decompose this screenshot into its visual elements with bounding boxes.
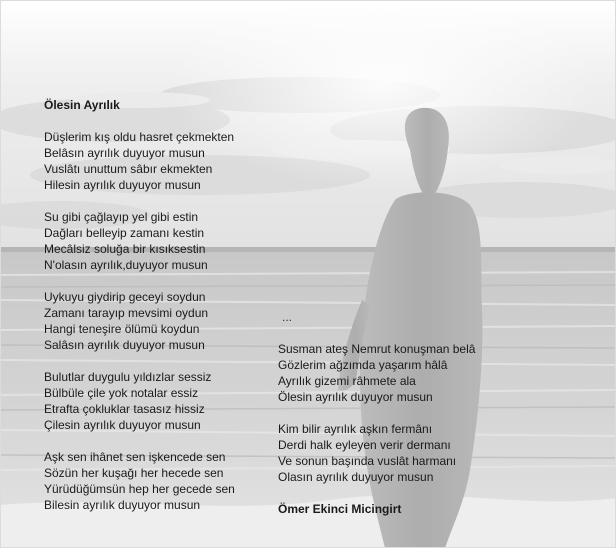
poem-line: Yürüdüğümsün hep her gecede sen [44,482,235,496]
poem-line: Hangi teneşire ölümü koydun [44,322,200,336]
poem-line: Bülbüle çile yok notalar essiz [44,386,199,400]
poem-line: Derdi halk eyleyen verir dermanı [278,438,451,452]
poem-line: Kim bilir ayrılık aşkın fermânı [278,422,433,436]
poem-line: Mecâlsiz soluğa bir kısıksestin [44,242,206,256]
stanza-gap [278,325,578,341]
poem-line: Hilesin ayrılık duyuyor musun [44,178,201,192]
stanza-gap [278,485,578,501]
poem-line: Su gibi çağlayıp yel gibi estin [44,210,199,224]
poem-line: Sözün her kuşağı her hecede sen [44,466,224,480]
poem-line: Etrafta çokluklar tasasız hissiz [44,402,205,416]
poem-right-column [278,309,578,517]
poem-line: Salâsın ayrılık duyuyor musun [44,338,205,352]
omission-ellipsis: ... [282,310,293,324]
stanza-1 [44,129,284,193]
stanza-5 [44,449,284,513]
stanza-gap [44,113,284,129]
stanza-gap [278,405,578,421]
poem-line: Çilesin ayrılık duyuyor musun [44,418,201,432]
stanza-7 [278,421,578,485]
stanza-gap [44,273,284,289]
stanza-2 [44,209,284,273]
poem-line: Düşlerim kış oldu hasret çekmekten [44,130,235,144]
stanza-gap [44,353,284,369]
stanza-gap [44,193,284,209]
poem-line: Ölesin ayrılık duyuyor musun [278,390,433,404]
poem-line: Belâsın ayrılık duyuyor musun [44,146,205,160]
poem-line: Susman ateş Nemrut konuşman belâ [278,342,476,356]
poem-title: Ölesin Ayrılık [44,98,120,112]
stanza-6 [278,341,578,405]
stanza-gap [44,433,284,449]
poem-line: Bulutlar duygulu yıldızlar sessiz [44,370,212,384]
poem-line: Olasın ayrılık duyuyor musun [278,470,434,484]
poem-line: Dağları belleyip zamanı kestin [44,226,205,240]
poem-line: Aşk sen ihânet sen işkencede sen [44,450,226,464]
poem-left-column [44,97,284,513]
poem-line: Uykuyu giydirip geceyi soydun [44,290,206,304]
stanza-4 [44,369,284,433]
poem-line: N'olasın ayrılık,duyuyor musun [44,258,208,272]
poem-line: Ayrılık gizemi râhmete ala [278,374,416,388]
poem-line: Vuslâtı unuttum sâbır ekmekten [44,162,213,176]
poem-author: Ömer Ekinci Micingirt [278,502,402,516]
poem-line: Bilesin ayrılık duyuyor musun [44,498,201,512]
poem-line: Gözlerim ağzımda yaşarım hâlâ [278,358,448,372]
poem-line: Zamanı tarayıp mevsimi oydun [44,306,209,320]
stanza-3 [44,289,284,353]
poem-line: Ve sonun başında vuslât harmanı [278,454,457,468]
